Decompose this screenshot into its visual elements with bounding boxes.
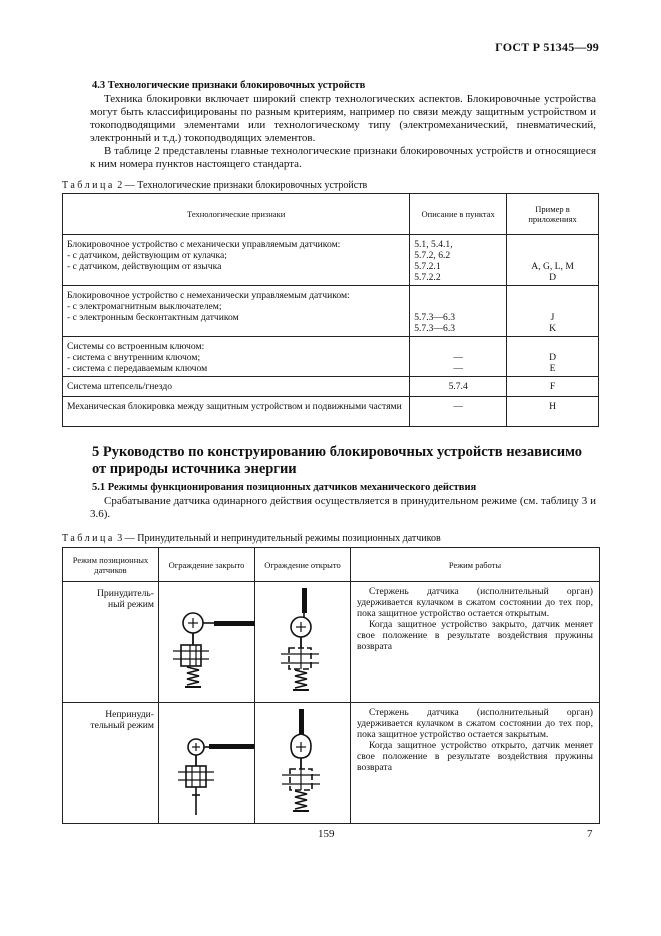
cell-text: A, G, L, M <box>531 261 574 272</box>
table-row <box>63 235 599 286</box>
table-row <box>63 582 600 703</box>
document-id: ГОСТ Р 51345—99 <box>495 40 599 54</box>
cell-text: 5.7.2, 6.2 <box>414 250 451 261</box>
section-4-3-text <box>90 93 596 171</box>
paragraph: Срабатывание датчика одинарного действия осуществляется в принудительном режиме (см. таблицу 3 и 3.6). <box>90 495 596 520</box>
table-header: Режим работы <box>351 548 600 582</box>
cell-text: Механическая блокировка между защитным устройством и подвижными частями <box>67 401 402 412</box>
cell-text: - с датчиком, действующим от кулачка; <box>67 250 227 261</box>
cell-text: - система с внутренним ключом; <box>67 352 201 363</box>
cell-text: 5.1, 5.4.1, <box>414 239 453 250</box>
contact-housing <box>181 645 201 666</box>
table2 <box>62 193 599 427</box>
table-row <box>63 703 600 824</box>
table-header: Описание в пунктах <box>410 194 507 235</box>
cell-text: Система штепсель/гнездо <box>67 381 173 392</box>
mode-description: Стержень датчика (исполнительный орган) удерживается кулачком в сжатом состоянии до тех пор, пока защитное устройство остается закрытым. <box>357 707 593 740</box>
cell-text: — <box>453 352 463 363</box>
mode-description: Когда защитное устройство открыто, датчик меняет свое положение в результате воздействия пружины возврата <box>357 740 593 773</box>
table-header: Режим позиционных датчиков <box>63 548 159 582</box>
cell-text: — <box>453 363 463 374</box>
cam-bar <box>214 621 255 626</box>
caption-label: Таблица <box>62 180 115 191</box>
page-number-right: 7 <box>587 828 593 840</box>
table-header: Пример в приложениях <box>507 194 599 235</box>
cam-bar <box>209 744 254 749</box>
return-spring <box>187 667 199 685</box>
table-header: Ограждение открыто <box>255 548 351 582</box>
section-5-1-title: 5.1 Режимы функционирования позиционных датчиков механического действия <box>92 482 477 493</box>
paragraph: Техника блокировки включает широкий спектр технологических аспектов. Блокировочные устройства могут быть классифицированы по разным критериям, например по связи между защитным устройством и токоподводящими элементами или технологическому типу (электромеханический, пневматический, электронный и т.д.) токоподводящих элементов. <box>90 93 596 144</box>
section-4-3-title: 4.3 Технологические признаки блокировочных устройств <box>92 80 366 91</box>
cell-text: — <box>453 401 463 412</box>
cell-text: D <box>549 272 556 283</box>
mode-label: Принудительный режим <box>96 588 154 610</box>
cell-text: K <box>549 323 556 334</box>
cell-text: - система с передаваемым ключом <box>67 363 208 374</box>
contact-housing <box>289 648 311 669</box>
table2-caption <box>62 180 367 191</box>
cell-text: Системы со встроенным ключом: <box>67 341 205 352</box>
table-header: Технологические признаки <box>63 194 410 235</box>
cell-text: 5.7.2.2 <box>414 272 441 283</box>
cell-text: 5.7.3—6.3 <box>414 323 456 334</box>
section-5-1-text <box>90 495 596 521</box>
table-header: Ограждение закрыто <box>159 548 255 582</box>
table-row <box>63 337 599 377</box>
page-number-center: 159 <box>318 828 335 840</box>
section-5-title: 5 Руководство по конструированию блокировочных устройств независимо от природы источника энергии <box>92 444 583 477</box>
cell-text: - с электромагнитным выключателем; <box>67 301 222 312</box>
cell-text: - с датчиком, действующим от язычка <box>67 261 222 272</box>
non-positive-mode-closed-diagram <box>159 703 255 823</box>
caption-text: 3 — Принудительный и непринудительный режимы позиционных датчиков <box>117 533 441 544</box>
table3 <box>62 547 600 824</box>
cam-bar <box>299 709 304 734</box>
mode-description: Когда защитное устройство закрыто, датчик меняет свое положение в результате воздействия пружины возврата <box>357 619 593 652</box>
return-spring <box>295 791 307 809</box>
cell-text: Блокировочное устройство с немеханически управляемым датчиком: <box>67 290 350 301</box>
cam-bar <box>302 588 307 613</box>
positive-mode-open-diagram <box>255 582 351 702</box>
positive-mode-closed-diagram <box>159 582 255 702</box>
contact-housing <box>186 766 206 787</box>
cell-text: E <box>549 363 556 374</box>
table3-caption <box>62 533 441 544</box>
table-row <box>63 286 599 337</box>
cell-text: F <box>549 381 556 392</box>
table-row <box>63 377 599 397</box>
cell-text: J <box>550 312 555 323</box>
cell-text: 5.7.3—6.3 <box>414 312 456 323</box>
non-positive-mode-open-diagram <box>255 703 351 823</box>
cell-text: H <box>549 401 556 412</box>
cell-text: - с электронным бесконтактным датчиком <box>67 312 239 323</box>
caption-label: Таблица <box>62 533 115 544</box>
caption-text: 2 — Технологические признаки блокировочных устройств <box>117 180 368 191</box>
mode-label: Непринудительный режим <box>90 709 154 731</box>
cell-text: 5.7.2.1 <box>414 261 441 272</box>
cell-text: Блокировочное устройство с механически управляемым датчиком: <box>67 239 341 250</box>
cell-text: 5.7.4 <box>448 381 468 392</box>
paragraph: В таблице 2 представлены главные технологические признаки блокировочных устройств и относящиеся к ним номера пунктов настоящего стандарта. <box>90 145 596 170</box>
return-spring <box>295 670 307 688</box>
mode-description: Стержень датчика (исполнительный орган) удерживается кулачком в сжатом состоянии до тех пор, пока защитное устройство остается открытым. <box>357 586 593 619</box>
cell-text: D <box>549 352 556 363</box>
table-row <box>63 397 599 427</box>
